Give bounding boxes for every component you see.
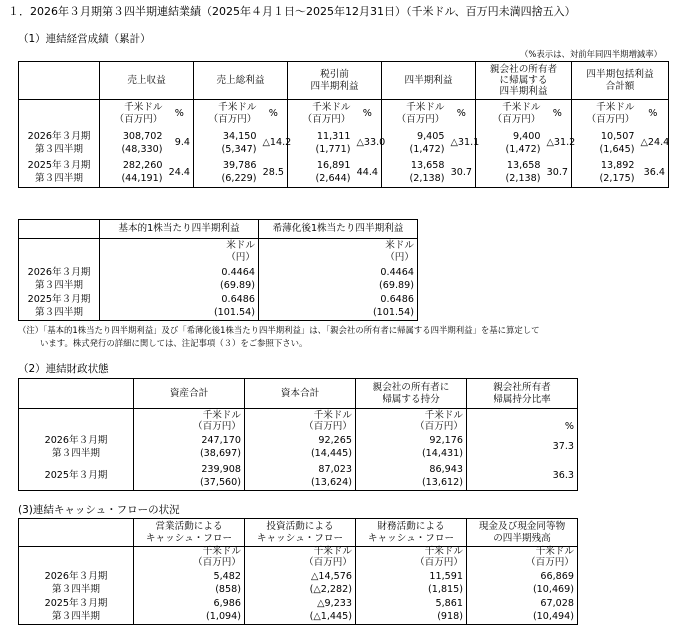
value-cell: 13,892 (2,175) bbox=[572, 158, 638, 188]
header-total-equity: 資本合計 bbox=[245, 379, 356, 409]
row-label-fy2025q3: 2025年３月期 第３四半期 bbox=[19, 293, 100, 321]
value-cell: 9,400 (1,472) bbox=[476, 128, 544, 158]
investing-cf-2025: △9,233 (△1,445) bbox=[245, 597, 356, 625]
value-cell: 282,260 (44,191) bbox=[100, 158, 166, 188]
header-comprehensive-income: 四半期包括利益 合計額 bbox=[572, 62, 669, 100]
total-assets-2025: 239,908 (37,560) bbox=[134, 462, 245, 491]
value-cell: 10,507 (1,645) bbox=[572, 128, 638, 158]
parent-equity-2026: 92,176 (14,431) bbox=[356, 433, 467, 462]
percent-label: % bbox=[166, 100, 194, 128]
financing-cf-2026: 11,591 (1,815) bbox=[356, 569, 467, 597]
header-basic-eps: 基本的1株当たり四半期利益 bbox=[100, 220, 259, 239]
header-cash-balance: 現金及び現金同等物 の四半期残高 bbox=[467, 519, 578, 547]
unit-label: 千米ドル （百万円） bbox=[194, 100, 260, 128]
unit-label: 千米ドル （百万円） bbox=[476, 100, 544, 128]
operating-results-table bbox=[18, 61, 669, 188]
change-pct-cell: △31.1 bbox=[448, 128, 476, 158]
header-pretax-profit: 税引前 四半期利益 bbox=[288, 62, 382, 100]
section-financial-position-heading: （2）連結財政状態 bbox=[18, 363, 109, 375]
change-pct-cell: 9.4 bbox=[166, 128, 194, 158]
cash-flow-table bbox=[18, 518, 578, 625]
value-cell: 11,311 (1,771) bbox=[288, 128, 354, 158]
change-pct-cell: 28.5 bbox=[260, 158, 288, 188]
value-cell: 39,786 (6,229) bbox=[194, 158, 260, 188]
financing-cf-2025: 5,861 (918) bbox=[356, 597, 467, 625]
section-operating-results-heading: （1）連結経営成績（累計） bbox=[18, 33, 151, 45]
unit-diluted-eps: 米ドル （円） bbox=[259, 239, 418, 265]
header-revenue: 売上収益 bbox=[100, 62, 194, 100]
diluted-eps-2025: 0.6486 (101.54) bbox=[259, 293, 418, 321]
cash-balance-2026: 66,869 (10,469) bbox=[467, 569, 578, 597]
percent-label: % bbox=[354, 100, 382, 128]
eps-table bbox=[18, 219, 418, 321]
unit-investing-cf: 千米ドル （百万円） bbox=[245, 547, 356, 569]
header-equity-ratio: 親会社所有者 帰属持分比率 bbox=[467, 379, 578, 409]
header-parent-profit: 親会社の所有者 に帰属する 四半期利益 bbox=[476, 62, 572, 100]
unit-label: 千米ドル （百万円） bbox=[572, 100, 638, 128]
header-operating-cf: 営業活動による キャッシュ・フロー bbox=[134, 519, 245, 547]
header-total-assets: 資産合計 bbox=[134, 379, 245, 409]
percent-label: % bbox=[448, 100, 476, 128]
financial-position-table bbox=[18, 378, 578, 491]
value-cell: 13,658 (2,138) bbox=[476, 158, 544, 188]
unit-total-assets: 千米ドル （百万円） bbox=[134, 409, 245, 433]
operating-cf-2025: 6,986 (1,094) bbox=[134, 597, 245, 625]
row-label-fy2026q3: 2026年３月期 第３四半期 bbox=[19, 433, 134, 462]
page-title: １．2026年３月期第３四半期連結業績（2025年４月１日～2025年12月31日）（千米ドル、百万円未満四捨五入） bbox=[8, 5, 576, 18]
total-equity-2025: 87,023 (13,624) bbox=[245, 462, 356, 491]
unit-label: 千米ドル （百万円） bbox=[382, 100, 448, 128]
header-investing-cf: 投資活動による キャッシュ・フロー bbox=[245, 519, 356, 547]
value-cell: 9,405 (1,472) bbox=[382, 128, 448, 158]
change-pct-cell: △24.4 bbox=[638, 128, 669, 158]
unit-basic-eps: 米ドル （円） bbox=[100, 239, 259, 265]
total-assets-2026: 247,170 (38,697) bbox=[134, 433, 245, 462]
value-cell: 13,658 (2,138) bbox=[382, 158, 448, 188]
value-cell: 34,150 (5,347) bbox=[194, 128, 260, 158]
unit-equity-ratio: % bbox=[467, 409, 578, 433]
change-pct-cell: △31.2 bbox=[544, 128, 572, 158]
equity-ratio-2026: 37.3 bbox=[467, 433, 578, 462]
row-label-fy2025q3: 2025年３月期 第３四半期 bbox=[19, 158, 100, 188]
row-label-fy2025: 2025年３月期 bbox=[19, 462, 134, 491]
header-gross-profit: 売上総利益 bbox=[194, 62, 288, 100]
unit-cash-balance: 千米ドル （百万円） bbox=[467, 547, 578, 569]
basic-eps-2026: 0.4464 (69.89) bbox=[100, 265, 259, 293]
header-diluted-eps: 希薄化後1株当たり四半期利益 bbox=[259, 220, 418, 239]
cash-balance-2025: 67,028 (10,494) bbox=[467, 597, 578, 625]
equity-ratio-2025: 36.3 bbox=[467, 462, 578, 491]
value-cell: 16,891 (2,644) bbox=[288, 158, 354, 188]
total-equity-2026: 92,265 (14,445) bbox=[245, 433, 356, 462]
header-parent-equity: 親会社の所有者に 帰属する持分 bbox=[356, 379, 467, 409]
corner-cell bbox=[19, 62, 100, 100]
basic-eps-2025: 0.6486 (101.54) bbox=[100, 293, 259, 321]
percent-label: % bbox=[638, 100, 669, 128]
row-label-fy2025q3: 2025年３月期 第３四半期 bbox=[19, 597, 134, 625]
percent-note: （%表示は、対前年同四半期増減率） bbox=[520, 49, 662, 59]
unit-parent-equity: 千米ドル （百万円） bbox=[356, 409, 467, 433]
investing-cf-2026: △14,576 (△2,282) bbox=[245, 569, 356, 597]
row-label-fy2026q3: 2026年３月期 第３四半期 bbox=[19, 569, 134, 597]
change-pct-cell: △14.2 bbox=[260, 128, 288, 158]
eps-note-line2: います。株式発行の詳細に関しては、注記事項（３）をご参照下さい。 bbox=[40, 338, 308, 348]
value-cell: 308,702 (48,330) bbox=[100, 128, 166, 158]
unit-label: 千米ドル （百万円） bbox=[100, 100, 166, 128]
percent-label: % bbox=[260, 100, 288, 128]
unit-total-equity: 千米ドル （百万円） bbox=[245, 409, 356, 433]
change-pct-cell: 44.4 bbox=[354, 158, 382, 188]
change-pct-cell: 30.7 bbox=[544, 158, 572, 188]
section-cash-flow-heading: (3)連結キャッシュ・フローの状況 bbox=[18, 504, 180, 516]
percent-label: % bbox=[544, 100, 572, 128]
header-quarterly-profit: 四半期利益 bbox=[382, 62, 476, 100]
unit-financing-cf: 千米ドル （百万円） bbox=[356, 547, 467, 569]
row-label-fy2026q3: 2026年３月期 第３四半期 bbox=[19, 128, 100, 158]
change-pct-cell: 30.7 bbox=[448, 158, 476, 188]
parent-equity-2025: 86,943 (13,612) bbox=[356, 462, 467, 491]
unit-label: 千米ドル （百万円） bbox=[288, 100, 354, 128]
row-label-fy2026q3: 2026年３月期 第３四半期 bbox=[19, 265, 100, 293]
change-pct-cell: △33.0 bbox=[354, 128, 382, 158]
operating-cf-2026: 5,482 (858) bbox=[134, 569, 245, 597]
change-pct-cell: 24.4 bbox=[166, 158, 194, 188]
change-pct-cell: 36.4 bbox=[638, 158, 669, 188]
eps-note-line1: （注）「基本的1株当たり四半期利益」及び「希薄化後1株当たり四半期利益」は、「親会社の所有者に帰属する四半期利益」を基に算定して bbox=[18, 325, 540, 335]
header-financing-cf: 財務活動による キャッシュ・フロー bbox=[356, 519, 467, 547]
unit-operating-cf: 千米ドル （百万円） bbox=[134, 547, 245, 569]
diluted-eps-2026: 0.4464 (69.89) bbox=[259, 265, 418, 293]
